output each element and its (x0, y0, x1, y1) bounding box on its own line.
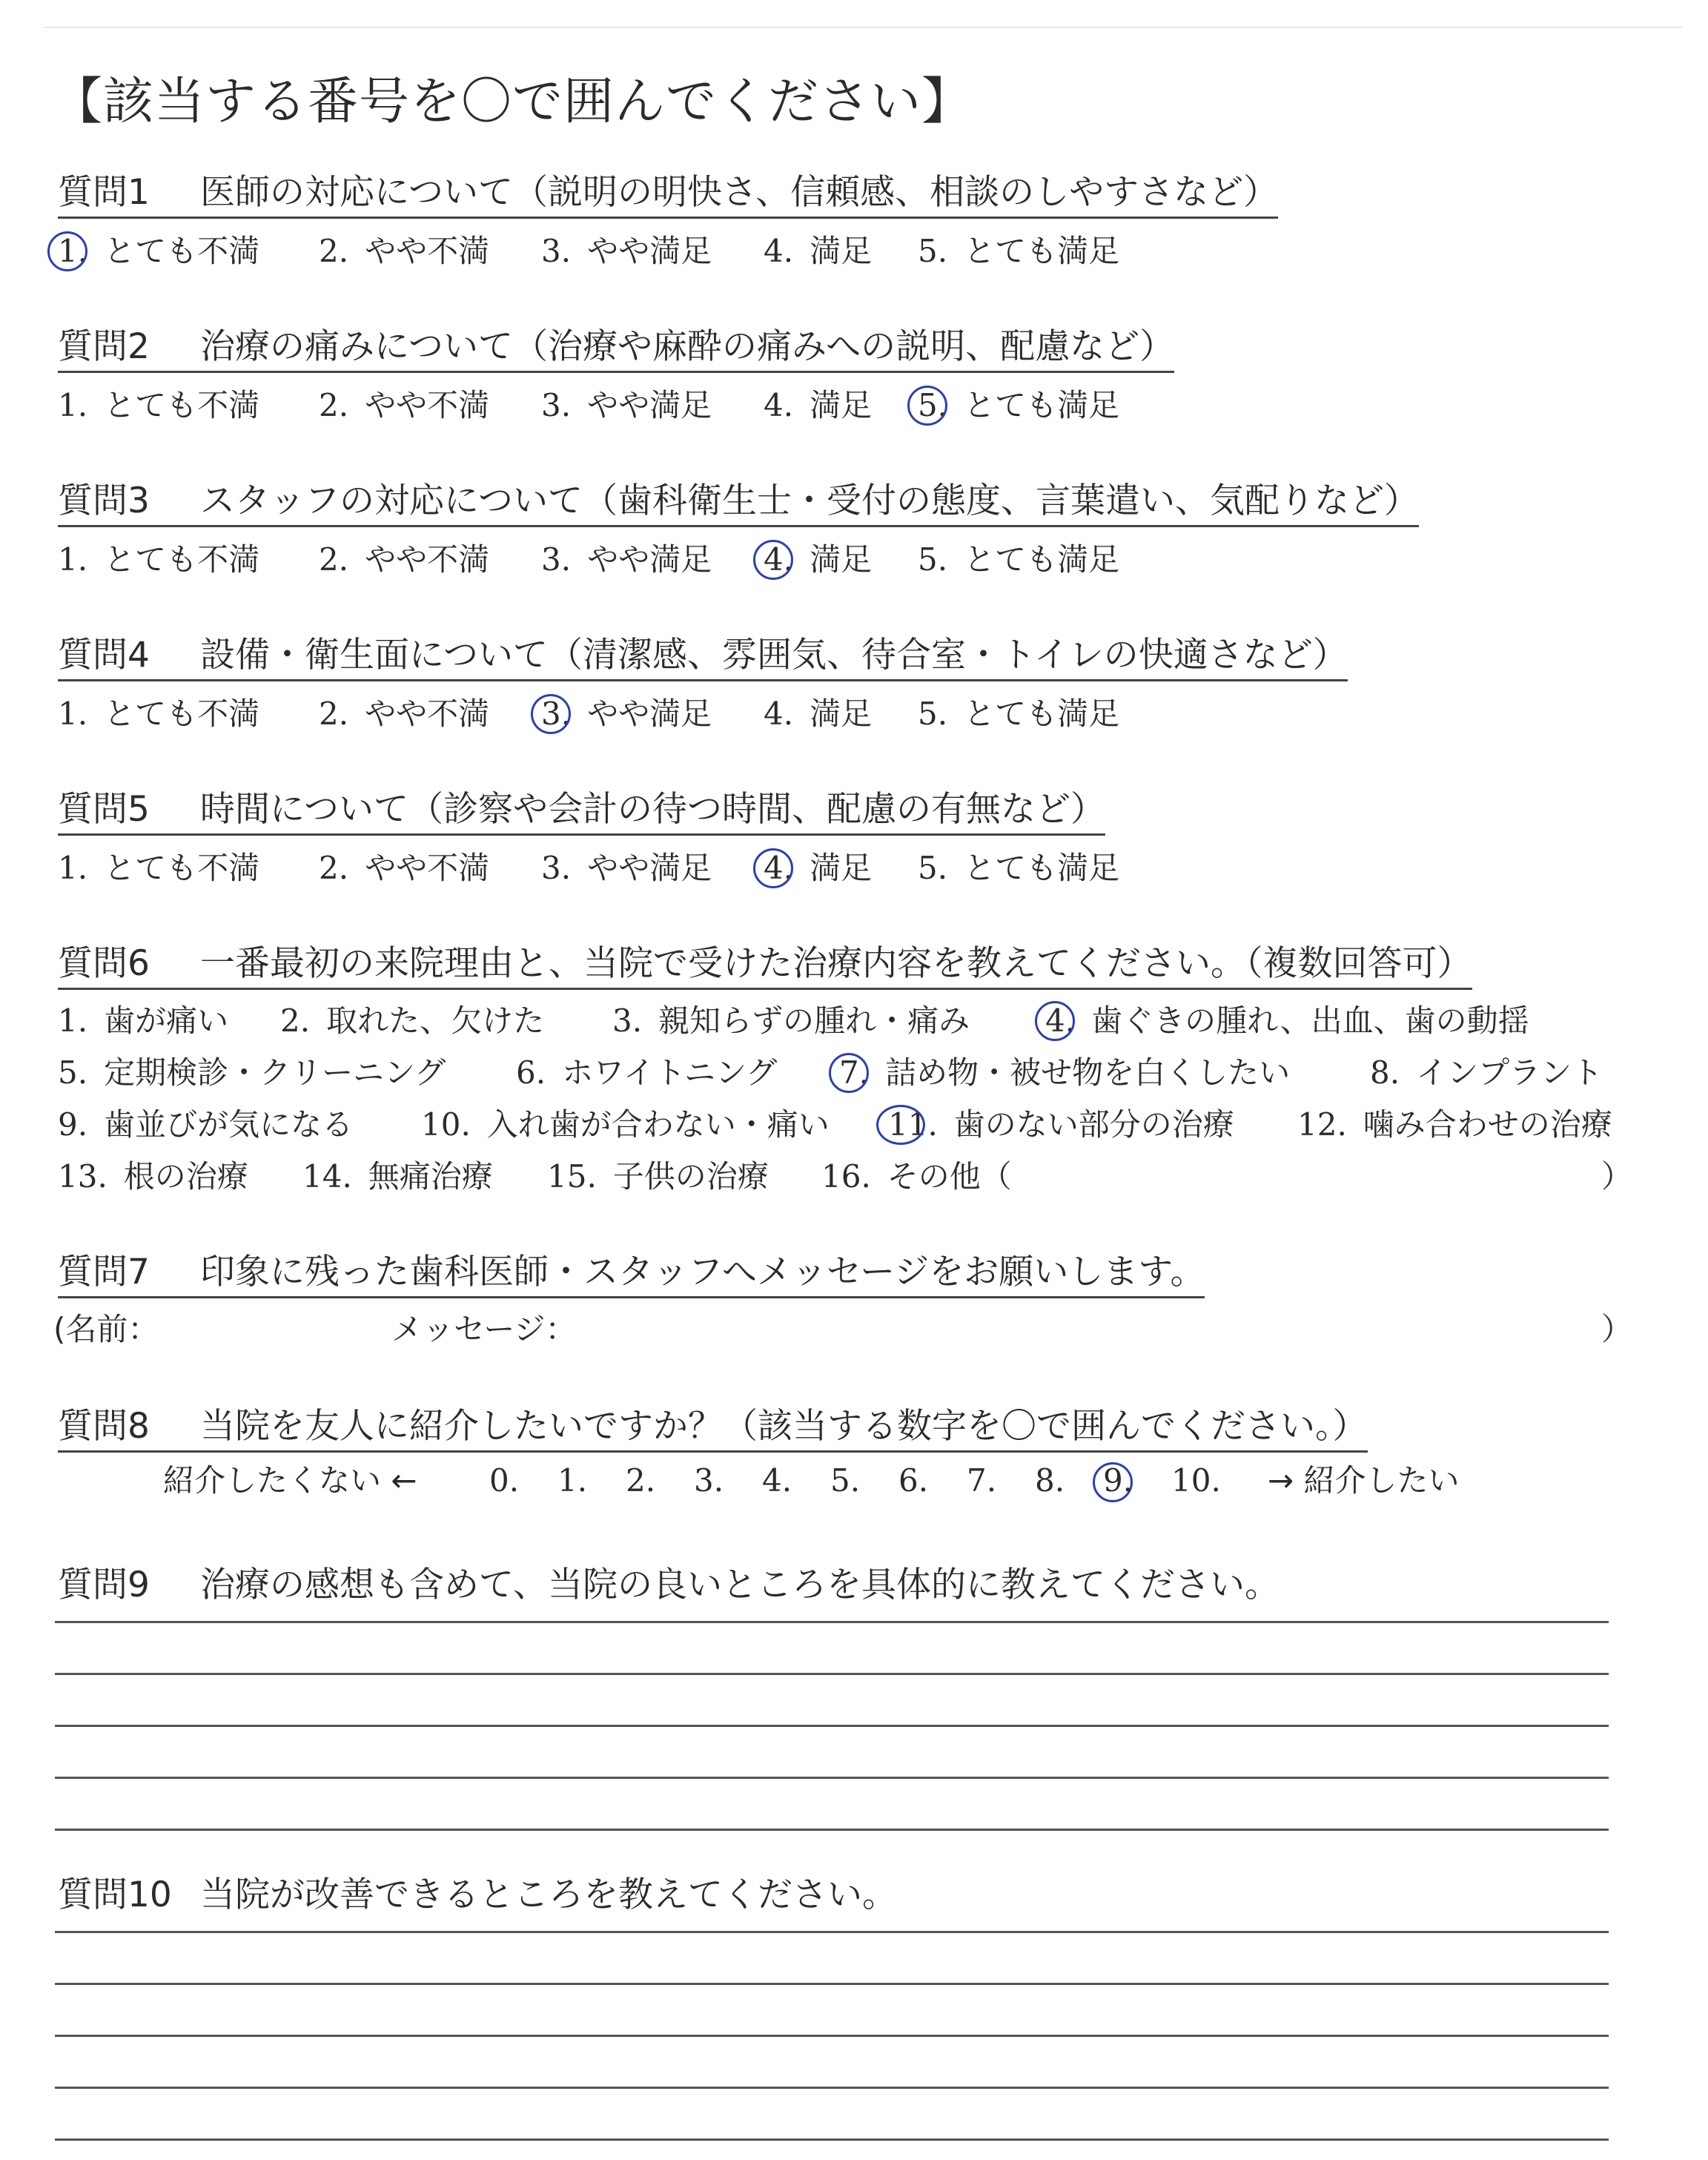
pen-circle-mark (876, 1105, 925, 1145)
message-close-paren: ） (1601, 1311, 1633, 1347)
option-2[interactable]: 2. やや不満 (319, 233, 490, 269)
answer-line[interactable] (55, 2138, 1609, 2141)
question-number: 質問1 (58, 172, 150, 213)
answer-line[interactable] (55, 1725, 1609, 1727)
question-8-heading (58, 1406, 1368, 1453)
question-number: 質問3 (58, 480, 150, 521)
option-1[interactable]: 1. とても不満 (58, 541, 260, 578)
referral-scale: 紹介したくない ← 0. 1. 2. 3. 4. 5. 6. 7. 8. 9. 10. → 紹介したい (163, 1462, 1497, 1507)
answer-line[interactable] (55, 2087, 1609, 2089)
answer-line[interactable] (55, 1931, 1609, 1933)
option-16[interactable]: 16. その他（ (821, 1158, 1012, 1195)
option-1[interactable]: 1. とても不満 (58, 387, 260, 423)
option-3[interactable]: 3. やや満足 (541, 387, 712, 423)
scale-8[interactable]: 8. (1035, 1462, 1065, 1499)
option-15[interactable]: 15. 子供の治療 (547, 1158, 769, 1195)
question-5-heading (58, 789, 1105, 836)
question-text: 当院が改善できるところを教えてください。 (200, 1875, 897, 1915)
option-6[interactable]: 6. ホワイトニング (516, 1054, 778, 1091)
question-number: 質問7 (58, 1252, 150, 1292)
question-number: 質問10 (58, 1875, 172, 1915)
option-11[interactable]: 11. 歯のない部分の治療 (888, 1106, 1234, 1143)
scale-10[interactable]: 10. (1171, 1462, 1221, 1499)
question-text: スタッフの対応について（歯科衛生士・受付の態度、言葉遣い、気配りなど） (200, 480, 1420, 521)
option-4[interactable]: 4. 満足 (764, 541, 872, 578)
answer-line[interactable] (55, 1621, 1609, 1623)
option-4[interactable]: 4. 満足 (764, 696, 873, 732)
pen-circle-mark (47, 231, 87, 271)
answer-line[interactable] (55, 1777, 1609, 1779)
answer-line[interactable] (55, 1983, 1609, 1985)
scan-edge-line (44, 27, 1683, 28)
option-1[interactable]: 1. とても不満 (58, 850, 260, 886)
other-close-paren: ） (1601, 1158, 1633, 1195)
question-text: 治療の感想も含めて、当院の良いところを具体的に教えてください。 (200, 1565, 1280, 1605)
question-text: 一番最初の来院理由と、当院で受けた治療内容を教えてください。（複数回答可） (200, 943, 1472, 984)
option-12[interactable]: 12. 噛み合わせの治療 (1297, 1106, 1612, 1143)
option-5[interactable]: 5. とても満足 (918, 233, 1120, 269)
scale-2[interactable]: 2. (626, 1462, 656, 1499)
answer-line[interactable] (55, 1673, 1609, 1675)
question-number: 質問6 (58, 943, 150, 984)
question-10-heading (58, 1875, 897, 1919)
option-3[interactable]: 3. やや満足 (541, 233, 712, 269)
page-title: 【該当する番号を〇で囲んでください】 (52, 73, 973, 131)
option-1[interactable]: 1. とても不満 (58, 233, 259, 270)
question-text: 当院を友人に紹介したいですか？（該当する数字を〇で囲んでください。） (200, 1406, 1368, 1447)
pen-circle-mark (907, 386, 947, 426)
option-4[interactable]: 4. 歯ぐきの腫れ、出血、歯の動揺 (1045, 1003, 1529, 1040)
option-1[interactable]: 1. とても不満 (58, 696, 260, 732)
question-2-heading (58, 326, 1174, 373)
scale-1[interactable]: 1. (557, 1462, 588, 1499)
option-3[interactable]: 3. 親知らずの腫れ・痛み (612, 1003, 970, 1039)
option-13[interactable]: 13. 根の治療 (58, 1158, 248, 1195)
pen-circle-mark (829, 1053, 869, 1093)
option-4[interactable]: 4. 満足 (764, 233, 873, 269)
question-3-heading (58, 480, 1419, 527)
scale-5[interactable]: 5. (830, 1462, 861, 1499)
pen-circle-mark (1035, 1001, 1075, 1041)
question-number: 質問8 (58, 1406, 150, 1447)
question-text: 時間について（診察や会計の待つ時間、配慮の有無など） (200, 789, 1106, 830)
option-8[interactable]: 8. インプラント (1370, 1054, 1603, 1091)
option-2[interactable]: 2. やや不満 (319, 850, 490, 886)
question-9-heading (58, 1565, 1280, 1609)
option-4[interactable]: 4. 満足 (764, 850, 872, 887)
message-field-label[interactable]: メッセージ： (391, 1311, 577, 1347)
question-6-heading (58, 943, 1472, 990)
scale-4[interactable]: 4. (762, 1462, 792, 1499)
scale-left-label: 紹介したくない ← (163, 1462, 417, 1499)
option-2[interactable]: 2. やや不満 (319, 387, 490, 423)
option-5[interactable]: 5. 定期検診・クリーニング (58, 1054, 446, 1091)
scale-6[interactable]: 6. (898, 1462, 929, 1499)
question-number: 質問5 (58, 789, 150, 830)
option-3[interactable]: 3. やや満足 (541, 541, 712, 578)
option-2[interactable]: 2. やや不満 (319, 696, 490, 732)
option-5[interactable]: 5. とても満足 (918, 696, 1120, 732)
scale-right-label: → 紹介したい (1268, 1462, 1460, 1499)
option-10[interactable]: 10. 入れ歯が合わない・痛い (421, 1106, 830, 1143)
answer-line[interactable] (55, 2035, 1609, 2037)
pen-circle-mark (531, 694, 571, 734)
question-1-heading (58, 172, 1278, 219)
question-number: 質問4 (58, 635, 150, 676)
option-7[interactable]: 7. 詰め物・被せ物を白くしたい (839, 1054, 1290, 1091)
question-number: 質問2 (58, 326, 150, 367)
name-field-label[interactable]: (名前： (53, 1311, 159, 1347)
option-14[interactable]: 14. 無痛治療 (302, 1158, 493, 1195)
question-7-heading (58, 1252, 1205, 1298)
option-2[interactable]: 2. 取れた、欠けた (280, 1003, 545, 1039)
option-5[interactable]: 5. とても満足 (918, 387, 1119, 424)
option-4[interactable]: 4. 満足 (764, 387, 873, 423)
option-1[interactable]: 1. 歯が痛い (58, 1003, 229, 1039)
scale-0[interactable]: 0. (489, 1462, 520, 1499)
answer-line[interactable] (55, 1829, 1609, 1831)
option-5[interactable]: 5. とても満足 (918, 541, 1120, 578)
pen-circle-mark (753, 848, 793, 888)
option-5[interactable]: 5. とても満足 (918, 850, 1120, 886)
option-2[interactable]: 2. やや不満 (319, 541, 490, 578)
question-text: 印象に残った歯科医師・スタッフへメッセージをお願いします。 (200, 1252, 1205, 1292)
scale-3[interactable]: 3. (694, 1462, 724, 1499)
question-text: 治療の痛みについて（治療や麻酔の痛みへの説明、配慮など） (200, 326, 1175, 367)
question-number: 質問9 (58, 1565, 150, 1605)
option-3[interactable]: 3. やや満足 (541, 850, 712, 886)
option-3[interactable]: 3. やや満足 (541, 696, 712, 733)
option-9[interactable]: 9. 歯並びが気になる (58, 1106, 354, 1143)
question-text: 医師の対応について（説明の明快さ、信頼感、相談のしやすさなど） (200, 172, 1279, 213)
pen-circle-mark (753, 540, 793, 580)
question-text: 設備・衛生面について（清潔感、雰囲気、待合室・トイレの快適さなど） (200, 635, 1348, 676)
question-4-heading (58, 635, 1348, 681)
scale-7[interactable]: 7. (967, 1462, 997, 1499)
